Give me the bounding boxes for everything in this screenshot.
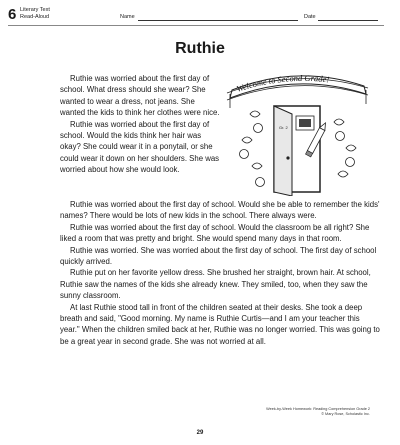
name-field[interactable] (138, 20, 298, 21)
paragraph: Ruthie was worried about the first day of school. Would the classroom be all right? She liked a room that was pretty and bright. She would spend many days in that room. (60, 222, 370, 244)
unit-number: 6 (8, 6, 17, 23)
paragraph: Ruthie put on her favorite yellow dress. She brushed her straight, brown hair. At school, Ruthie saw the names of the kids she already knew. They smiled, too, when they saw the sunny classroom. (60, 268, 371, 301)
banner-text: Welcome to Second Grade! (235, 72, 330, 94)
svg-text:Gr. 2: Gr. 2 (279, 125, 288, 130)
unit-label (20, 7, 50, 21)
paragraph: Ruthie was worried about the first day of school. Would she be able to remember the kids' names? There would be lots of new kids in the school. There always were. (60, 200, 380, 221)
date-label: Date (304, 14, 316, 20)
credit-note (266, 407, 370, 417)
classroom-door-illustration (222, 68, 372, 196)
unit-label-line2: Read-Aloud (20, 14, 50, 20)
credit-line: © Mary Rose, Scholastic Inc. (321, 412, 370, 416)
paragraph: Ruthie was worried about the first day of school. What dress should she wear? She wanted to wear a dress, not jeans. She wanted the kids to think her clothes were nice. (60, 74, 220, 118)
page-header (8, 6, 392, 26)
story-title: Ruthie (175, 40, 225, 57)
paragraph: At last Ruthie stood tall in front of the children seated at their desks. She took a deep breath and said, "Good morning. My name is Ruthie Curtis—and I am your teacher this year." When the children smiled back at her, Ruthie was no longer worried. This was going to be a great year in second grade. She was not worried at all. (60, 302, 380, 346)
story-text-full (60, 199, 380, 347)
paragraph: Ruthie was worried. She was worried about the first day of school. The first day of school quickly arrived. (60, 245, 377, 267)
header-divider (8, 25, 384, 26)
paragraph: Ruthie was worried about the first day of school. Would the kids think her hair was okay? She could wear it in a ponytail, or she could wear it down on her shoulders. She was worried about how she would look. (60, 119, 220, 175)
name-label: Name (120, 14, 135, 20)
date-field[interactable] (318, 20, 378, 21)
credit-line: Week-by-Week Homework: Reading Comprehension Grade 2 (266, 407, 370, 411)
unit-label-line1: Literary Text (20, 7, 50, 13)
page-number: 29 (196, 430, 204, 436)
story-text-column (60, 73, 220, 176)
